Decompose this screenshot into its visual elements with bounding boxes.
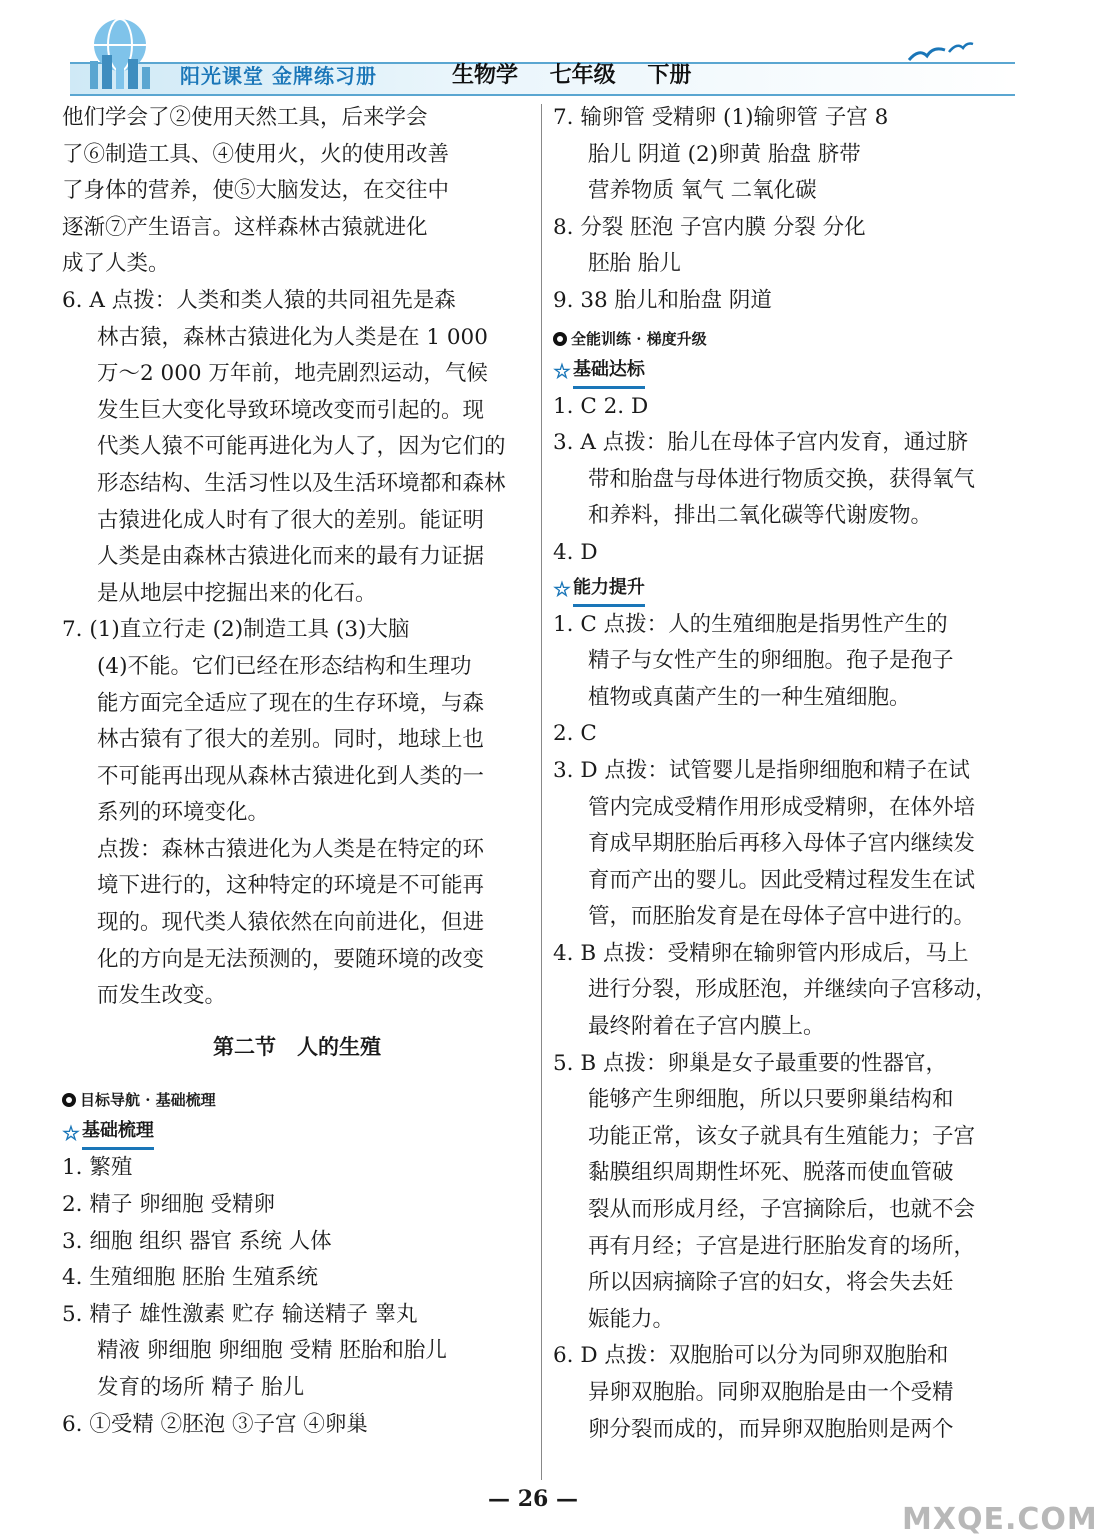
list-item: 1. 繁殖 (62, 1155, 133, 1181)
text-line: 逐渐⑦产生语言。这样森林古猿就进化 (62, 214, 428, 240)
answer-line: 进行分裂，形成胚泡，并继续向子宫移动， (588, 977, 997, 1003)
list-item: 5. 精子 雄性激素 贮存 输送精子 睾丸 (62, 1301, 418, 1327)
answer-6-line: 形态结构、生活习性以及生活环境都和森林 (97, 470, 506, 496)
brand-title: 阳光课堂 金牌练习册 (180, 64, 377, 88)
list-item: 3. 细胞 组织 器官 系统 人体 (62, 1228, 332, 1254)
answer-line: 5. B 点拨：卵巢是女子最重要的性器官， (553, 1050, 947, 1076)
text-line: 成了人类。 (62, 251, 170, 277)
answer-line: 和养料，排出二氧化碳等代谢废物。 (588, 503, 933, 529)
answer-line: 娠能力。 (588, 1306, 675, 1332)
section-banner (553, 324, 1011, 354)
answer-line: 1. C 点拨：人的生殖细胞是指男性产生的 (553, 611, 948, 637)
answer-line: 1. C 2. D (553, 393, 649, 419)
subhead (553, 354, 1011, 389)
answer-7-line: 系列的环境变化。 (97, 800, 270, 826)
section-title: 第二节 人的生殖 (213, 1033, 381, 1059)
section-banner (62, 1085, 532, 1115)
answer-7-line: 能方面完全适应了现在的生存环境，与森 (97, 690, 485, 716)
answer-line: 2. C (553, 721, 597, 747)
answer-line: 再有月经；子宫是进行胚胎发育的场所， (588, 1233, 976, 1259)
star-icon: ☆ (62, 1120, 80, 1145)
list-item: 6. ①受精 ②胚泡 ③子宫 ④卵巢 (62, 1411, 368, 1437)
list-item: 7. 输卵管 受精卵 (1)输卵管 子宫 8 (553, 105, 889, 130)
list-item: 9. 38 胎儿和胎盘 阴道 (553, 287, 772, 313)
answer-line: 黏膜组织周期性坏死、脱落而使血管破 (588, 1160, 954, 1186)
answer-6-line: 是从地层中挖掘出来的化石。 (97, 580, 377, 606)
answer-line: 精子与女性产生的卵细胞。孢子是孢子 (588, 648, 954, 674)
answer-7-line: 而发生改变。 (97, 983, 227, 1009)
answer-line: 4. B 点拨：受精卵在输卵管内形成后，马上 (553, 940, 969, 966)
answer-6-line: 人类是由森林古猿进化而来的最有力证据 (97, 544, 485, 570)
globe-logo-icon (80, 15, 170, 93)
answer-6-line: 万～2 000 万年前，地壳剧烈运动，气候 (97, 361, 488, 387)
answer-7-line: 林古猿有了很大的差别。同时，地球上也 (97, 727, 485, 753)
answer-line: 3. D 点拨：试管婴儿是指卵细胞和精子在试 (553, 757, 970, 783)
answer-line: 裂从而形成月经，子宫摘除后，也就不会 (588, 1197, 976, 1223)
list-item: 营养物质 氧气 二氧化碳 (588, 178, 817, 204)
answer-line: 卵分裂而成的，而异卵双胞胎则是两个 (588, 1416, 954, 1442)
answer-line: 带和胎盘与母体进行物质交换，获得氧气 (588, 466, 976, 492)
right-column (553, 100, 1011, 1448)
book-info: 生物学 七年级 下册 (452, 62, 692, 88)
answer-line: 4. D (553, 539, 598, 565)
list-item: 胎儿 阴道 (2)卵黄 胎盘 脐带 (588, 141, 861, 167)
answer-line: 所以因病摘除子宫的妇女，将会失去妊 (588, 1270, 954, 1296)
answer-line: 异卵双胞胎。同卵双胞胎是由一个受精 (588, 1380, 954, 1405)
answer-line: 管内完成受精作用形成受精卵，在体外培 (588, 794, 976, 820)
page-header (0, 0, 1066, 95)
list-item: 精液 卵细胞 卵细胞 受精 胚胎和胎儿 (97, 1338, 447, 1364)
answer-7-line: 不可能再出现从森林古猿进化到人类的一 (97, 763, 485, 789)
answer-7-line: 点拨：森林古猿进化为人类是在特定的环 (97, 836, 485, 862)
subhead-label: 基础梳理 (82, 1115, 154, 1150)
left-column (62, 100, 532, 1443)
list-item: 胚胎 胎儿 (588, 251, 681, 277)
text-line: 他们学会了②使用天然工具，后来学会 (62, 105, 428, 130)
list-item: 4. 生殖细胞 胚胎 生殖系统 (62, 1265, 319, 1291)
banner-label: 目标导航 · 基础梳理 (80, 1091, 216, 1110)
answer-6-line: 代类人猿不可能再进化为人了，因为它们的 (97, 434, 506, 460)
answer-line: 最终附着在子宫内膜上。 (588, 1014, 825, 1040)
answer-6-line: 林古猿，森林古猿进化为人类是在 1 000 (97, 324, 488, 350)
answer-line: 6. D 点拨：双胞胎可以分为同卵双胞胎和 (553, 1343, 949, 1369)
answer-6-line: 古猿进化成人时有了很大的差别。能证明 (97, 507, 485, 533)
answer-6-line: 发生巨大变化导致环境改变而引起的。现 (97, 397, 485, 423)
subhead (62, 1115, 532, 1150)
subhead-label: 基础达标 (573, 354, 645, 389)
subhead-label: 能力提升 (573, 572, 645, 607)
page-number: — 26 — (488, 1486, 578, 1512)
watermark: MXQE.COM (902, 1502, 1098, 1537)
answer-line: 管，而胚胎发育是在母体子宫中进行的。 (588, 904, 976, 930)
answer-line: 3. A 点拨：胎儿在母体子宫内发育，通过脐 (553, 430, 969, 456)
answer-line: 育而产出的婴儿。因此受精过程发生在试 (588, 867, 976, 893)
answer-line: 育成早期胚胎后再移入母体子宫内继续发 (588, 831, 976, 857)
birds-icon (905, 38, 975, 68)
banner-label: 全能训练 · 梯度升级 (571, 329, 707, 348)
answer-line: 植物或真菌产生的一种生殖细胞。 (588, 684, 911, 710)
banner-bullet-icon (553, 332, 567, 346)
subhead (553, 572, 1011, 607)
star-icon: ☆ (553, 577, 571, 602)
list-item: 发育的场所 精子 胎儿 (97, 1375, 305, 1400)
star-icon: ☆ (553, 359, 571, 384)
list-item: 8. 分裂 胚泡 子宫内膜 分裂 分化 (553, 214, 866, 240)
text-line: 了⑥制造工具、④使用火，火的使用改善 (62, 141, 450, 167)
column-divider (541, 104, 542, 1480)
banner-bullet-icon (62, 1093, 76, 1107)
answer-7-line: (4)不能。它们已经在形态结构和生理功 (97, 653, 472, 679)
text-line: 了身体的营养，使⑤大脑发达，在交往中 (62, 178, 450, 204)
list-item: 2. 精子 卵细胞 受精卵 (62, 1192, 276, 1218)
answer-7-line: 境下进行的，这种特定的环境是不可能再 (97, 873, 485, 899)
answer-7-line: 现的。现代类人猿依然在向前进化，但进 (97, 910, 485, 936)
answer-6-line: 6. A 点拨：人类和类人猿的共同祖先是森 (62, 287, 456, 313)
answer-line: 功能正常，该女子就具有生殖能力；子宫 (588, 1123, 976, 1149)
answer-7-line: 7. (1)直立行走 (2)制造工具 (3)大脑 (62, 617, 410, 643)
answer-7-line: 化的方向是无法预测的，要随环境的改变 (97, 946, 485, 972)
answer-line: 能够产生卵细胞，所以只要卵巢结构和 (588, 1087, 954, 1113)
